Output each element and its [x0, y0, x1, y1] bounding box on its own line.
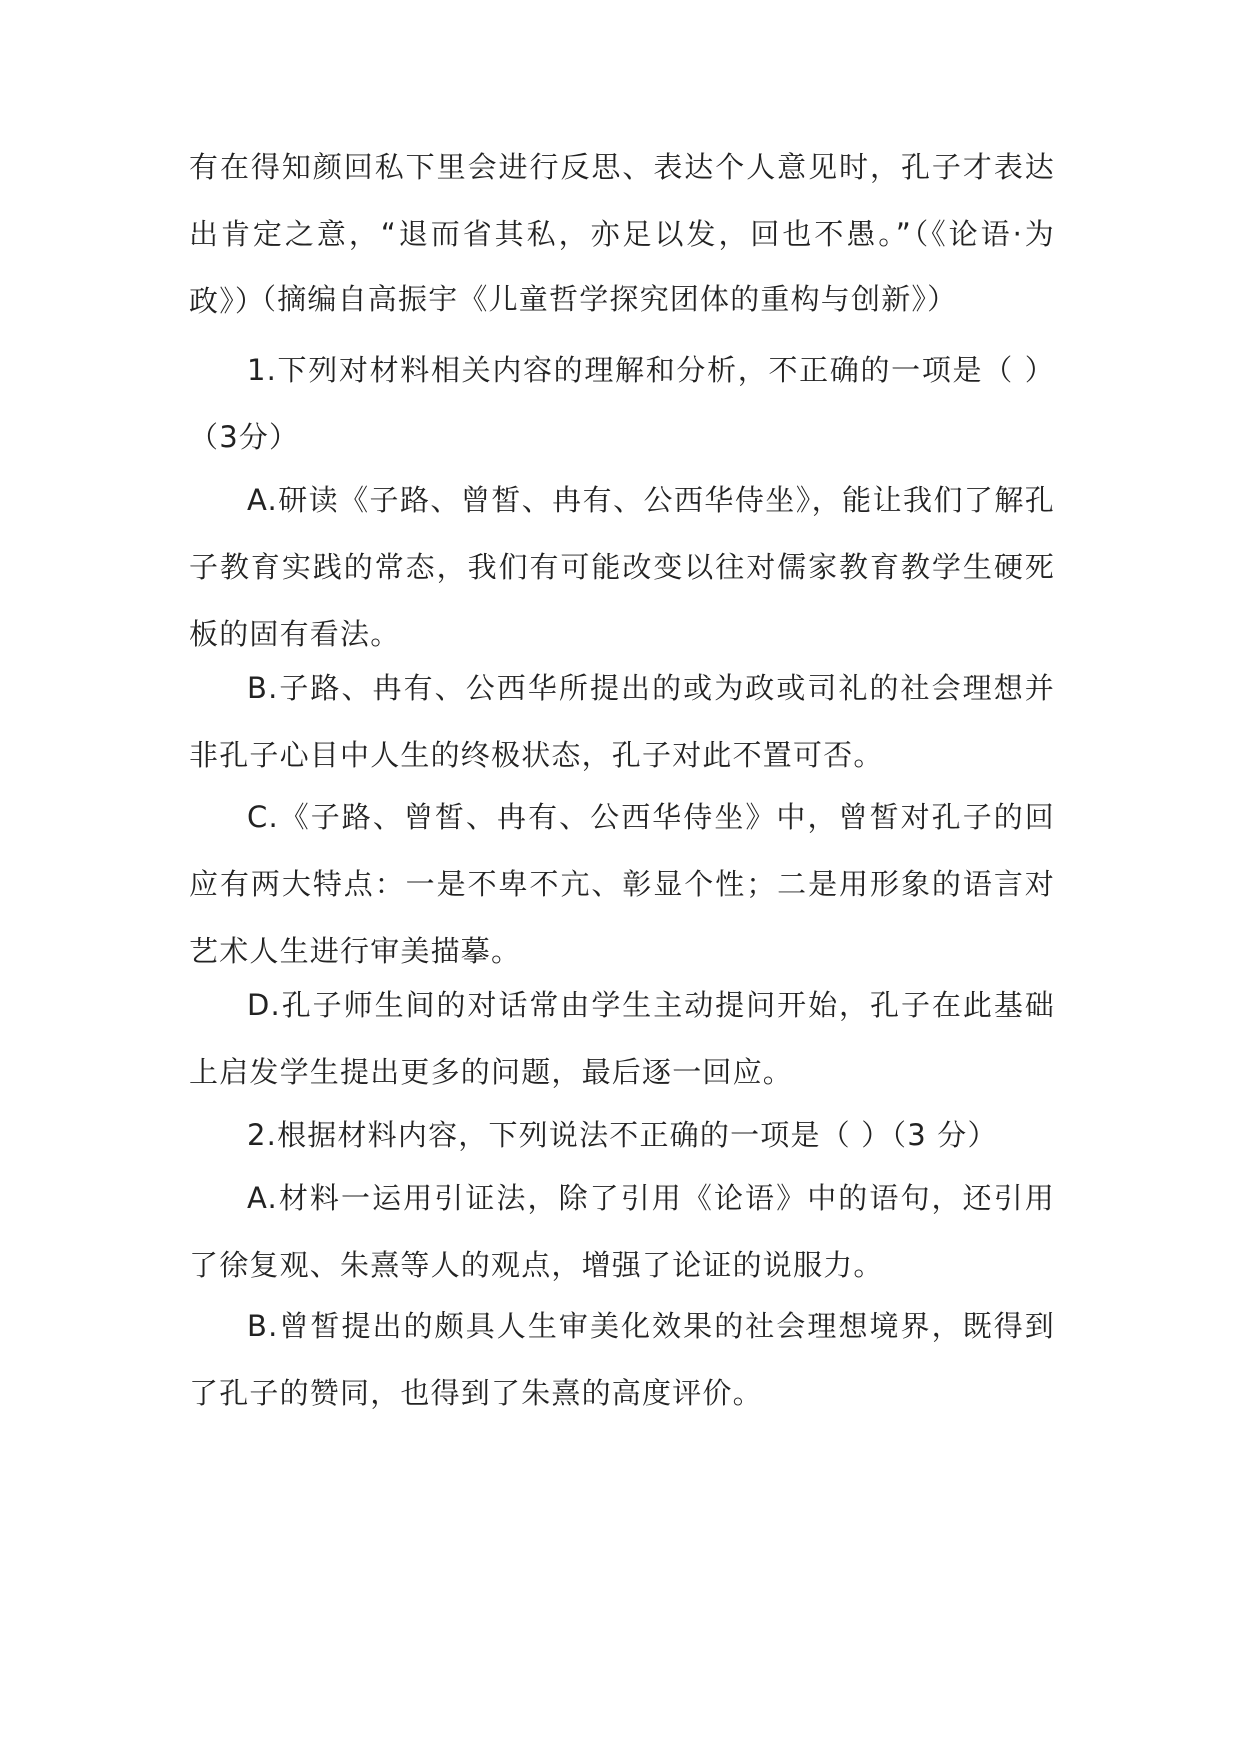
- question-2-stem: 2.根据材料内容，下列说法不正确的一项是（ ）（3 分）: [247, 1118, 998, 1152]
- question-2-option-b: B.曾皙提出的颇具人生审美化效果的社会理想境界，既得到了孔子的赞同，也得到了朱熹的高度评价。: [189, 1309, 1055, 1410]
- question-1-option-a: A.研读《子路、曾皙、冉有、公西华侍坐》，能让我们了解孔子教育实践的常态，我们有可能改变以往对儒家教育教学生硬死板的固有看法。: [189, 483, 1055, 651]
- question-2-option-a: A.材料一运用引证法，除了引用《论语》中的语句，还引用了徐复观、朱熹等人的观点，增强了论证的说服力。: [189, 1181, 1055, 1282]
- passage-source: （摘编自高振宇《儿童哲学探究团体的重构与创新》）: [247, 282, 958, 316]
- question-1-option-d: D.孔子师生间的对话常由学生主动提问开始，孔子在此基础上启发学生提出更多的问题，最后逐一回应。: [189, 988, 1055, 1089]
- passage-continuation: 有在得知颜回私下里会进行反思、表达个人意见时，孔子才表达出肯定之意，“退而省其私，亦足以发，回也不愚。”（《论语·为政》）: [189, 150, 1055, 318]
- question-1-option-c: C.《子路、曾皙、冉有、公西华侍坐》中，曾皙对孔子的回应有两大特点：一是不卑不亢、彰显个性；二是用形象的语言对艺术人生进行审美描摹。: [189, 800, 1055, 968]
- question-1-option-b: B.子路、冉有、公西华所提出的或为政或司礼的社会理想并非孔子心目中人生的终极状态，孔子对此不置可否。: [189, 671, 1055, 772]
- question-1-stem: 1.下列对材料相关内容的理解和分析，不正确的一项是（ ）（3分）: [189, 353, 1055, 454]
